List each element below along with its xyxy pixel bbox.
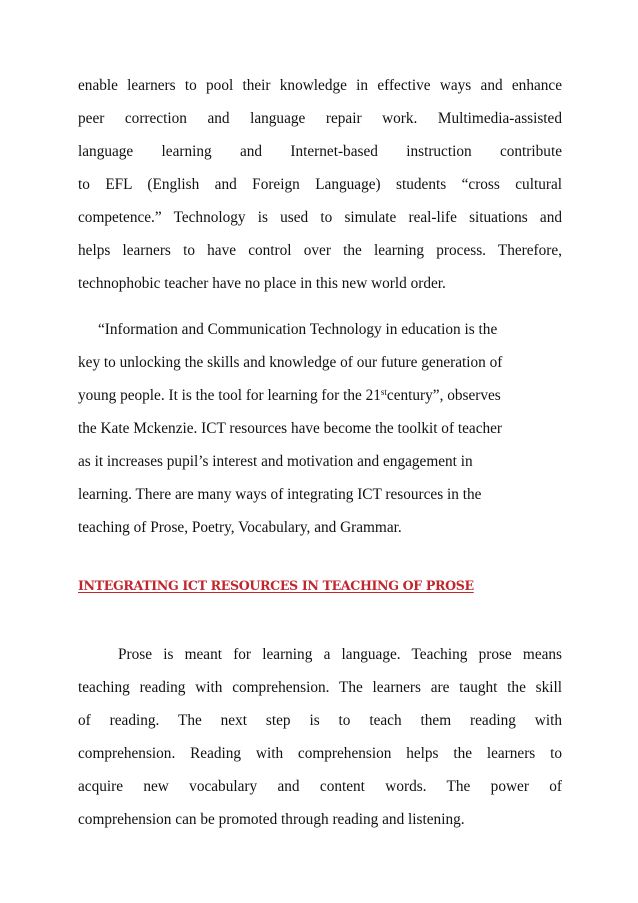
text-line: competence.” Technology is used to simulate real-life situations and	[78, 209, 562, 226]
section-heading: INTEGRATING ICT RESOURCES IN TEACHING OF PROSE	[78, 578, 474, 593]
text-segment: young people. It is the tool for learning for the 21	[78, 387, 381, 404]
text-line: comprehension can be promoted through reading and listening.	[78, 811, 465, 828]
text-line: Prose is meant for learning a language. Teaching prose means	[118, 646, 562, 663]
text-line: language learning and Internet-based instruction contribute	[78, 143, 562, 160]
text-line: teaching reading with comprehension. The learners are taught the skill	[78, 679, 562, 696]
text-line-with-superscript	[78, 379, 556, 412]
text-line: of reading. The next step is to teach them reading with	[78, 712, 562, 729]
text-line: helps learners to have control over the learning process. Therefore,	[78, 242, 562, 259]
text-line: comprehension. Reading with comprehension helps the learners to	[78, 745, 562, 762]
ordinal-superscript: st	[380, 387, 387, 397]
text-line: “Information and Communication Technology in education is the	[98, 321, 498, 338]
text-line: as it increases pupil’s interest and motivation and engagement in	[78, 453, 473, 470]
paragraph-teaching-prose	[78, 638, 562, 836]
text-line: technophobic teacher have no place in this new world order.	[78, 275, 446, 292]
text-line: to EFL (English and Foreign Language) students “cross cultural	[78, 176, 562, 193]
text-line: learning. There are many ways of integrating ICT resources in the	[78, 486, 482, 503]
text-line: key to unlocking the skills and knowledge of our future generation of	[78, 354, 503, 371]
text-line: the Kate Mckenzie. ICT resources have become the toolkit of teacher	[78, 420, 503, 437]
paragraph-ict-quote	[78, 313, 556, 544]
paragraph-technology-benefits	[78, 69, 562, 300]
text-segment: century”, observes	[386, 387, 501, 404]
text-line: peer correction and language repair work. Multimedia-assisted	[78, 110, 562, 127]
text-line: enable learners to pool their knowledge in effective ways and enhance	[78, 77, 562, 94]
text-line: acquire new vocabulary and content words. The power of	[78, 778, 562, 795]
text-line: teaching of Prose, Poetry, Vocabulary, and Grammar.	[78, 519, 402, 536]
